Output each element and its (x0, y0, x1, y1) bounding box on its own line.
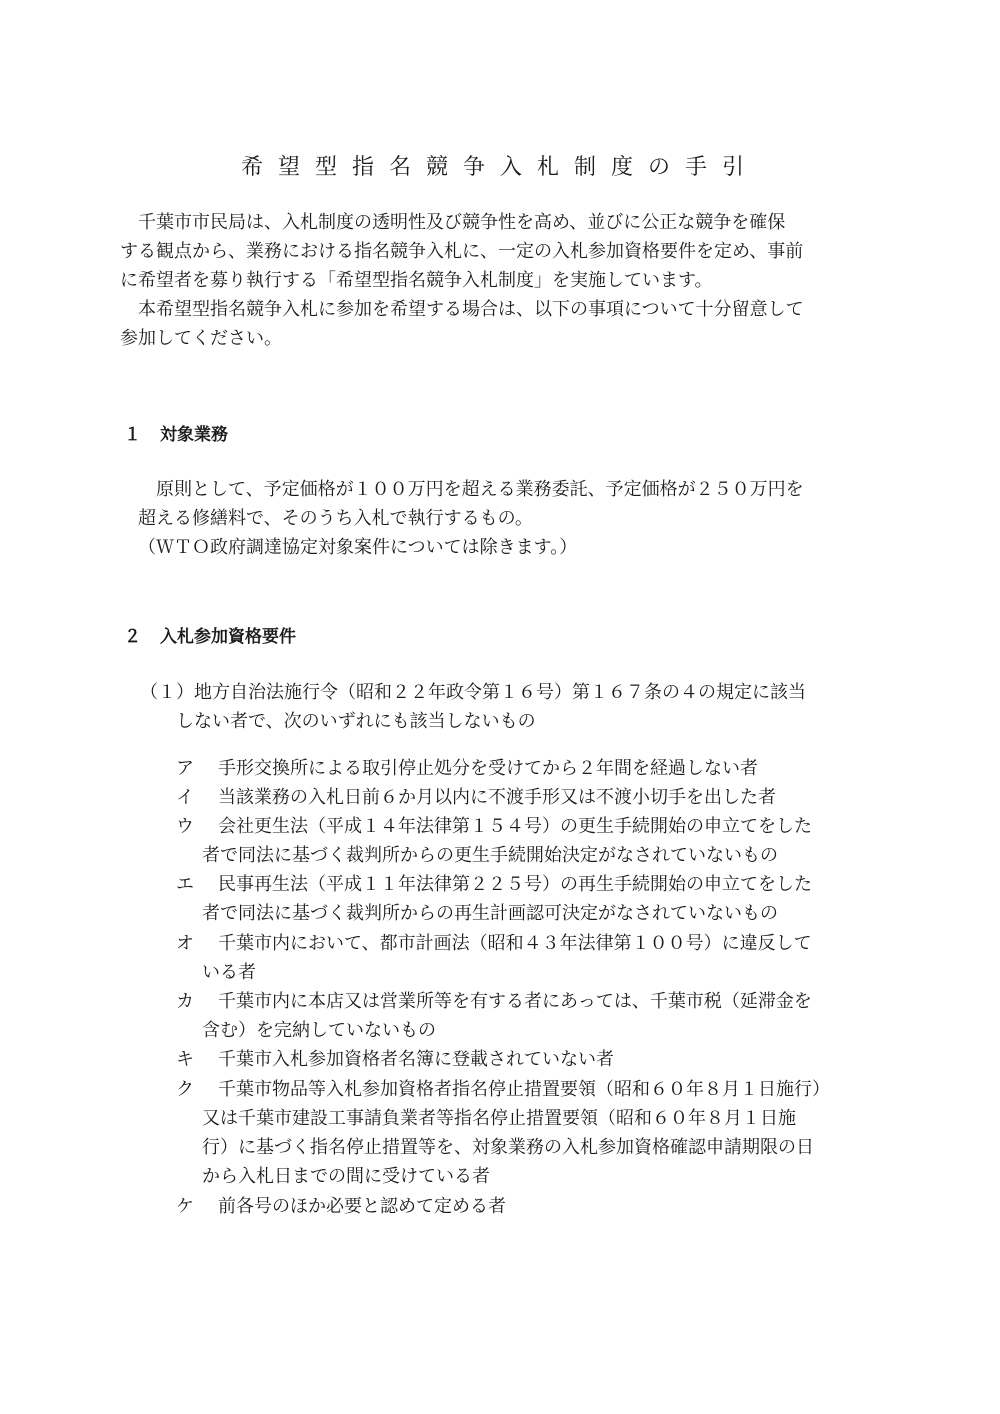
section-title: 対象業務 (160, 425, 228, 445)
text-line: （１）地方自治法施行令（昭和２２年政令第１６号）第１６７条の４の規定に該当 (140, 682, 806, 703)
item-text: 者で同法に基づく裁判所からの再生計画認可決定がなされていないもの (202, 903, 778, 924)
section-number: ２ (124, 627, 141, 647)
intro-paragraph-1 (120, 208, 803, 295)
item-key: ウ (176, 816, 194, 837)
list-item (176, 987, 812, 1045)
item-key: ア (176, 758, 194, 779)
intro-paragraph-2 (120, 295, 804, 353)
item-text: 前各号のほか必要と認めて定める者 (218, 1196, 506, 1217)
text-line: 千葉市市民局は、入札制度の透明性及び競争性を高め、並びに公正な競争を確保 (120, 212, 786, 233)
text-line: しない者で、次のいずれにも該当しないもの (140, 711, 536, 732)
item-text: 行）に基づく指名停止措置等を、対象業務の入札参加資格確認申請期限の日 (202, 1137, 814, 1158)
item-key: ク (176, 1079, 194, 1100)
list-item (176, 783, 776, 812)
item-text: 当該業務の入札日前６か月以内に不渡手形又は不渡小切手を出した者 (218, 787, 776, 808)
subsection-1 (140, 678, 806, 736)
list-item (176, 929, 812, 987)
text-line: する観点から、業務における指名競争入札に、一定の入札参加資格要件を定め、事前 (120, 241, 804, 262)
text-line: 参加してください。 (120, 328, 282, 349)
text-line: に希望者を募り執行する「希望型指名競争入札制度」を実施しています。 (120, 270, 713, 291)
item-text: 千葉市内に本店又は営業所等を有する者にあっては、千葉市税（延滞金を (218, 991, 812, 1012)
item-text: 手形交換所による取引停止処分を受けてから２年間を経過しない者 (218, 758, 758, 779)
item-text: から入札日までの間に受けている者 (202, 1166, 490, 1187)
item-text: 者で同法に基づく裁判所からの更生手続開始決定がなされていないもの (202, 845, 778, 866)
item-key: イ (176, 787, 194, 808)
text-line: 本希望型指名競争入札に参加を希望する場合は、以下の事項について十分留意して (120, 299, 804, 320)
document-title: 希望型指名競争入札制度の手引 (240, 155, 759, 180)
list-item (176, 870, 812, 928)
list-item (176, 1075, 830, 1191)
item-text: 千葉市入札参加資格者名簿に登載されていない者 (218, 1049, 614, 1070)
text-line: （ＷＴＯ政府調達協定対象案件については除きます。） (138, 537, 578, 558)
item-key: カ (176, 991, 194, 1012)
item-key: キ (176, 1049, 194, 1070)
list-item (176, 1192, 506, 1221)
section-2-heading (124, 622, 296, 647)
section-1-body (138, 475, 804, 562)
item-key: エ (176, 874, 194, 895)
section-number: １ (124, 425, 141, 445)
item-text: いる者 (202, 962, 256, 983)
item-text: 含む）を完納していないもの (202, 1020, 436, 1041)
item-text: 民事再生法（平成１１年法律第２２５号）の再生手続開始の申立てをした (218, 874, 812, 895)
text-line: 超える修繕料で、そのうち入札で執行するもの。 (138, 508, 533, 529)
section-1-heading (124, 420, 228, 445)
list-item (176, 754, 758, 783)
section-title: 入札参加資格要件 (160, 627, 296, 647)
item-key: オ (176, 933, 194, 954)
item-text: 会社更生法（平成１４年法律第１５４号）の更生手続開始の申立てをした (218, 816, 812, 837)
item-text: 又は千葉市建設工事請負業者等指名停止措置要領（昭和６０年８月１日施 (202, 1108, 796, 1129)
item-text: 千葉市内において、都市計画法（昭和４３年法律第１００号）に違反して (218, 933, 812, 954)
list-item (176, 812, 812, 870)
list-item (176, 1045, 614, 1074)
item-text: 千葉市物品等入札参加資格者指名停止措置要領（昭和６０年８月１日施行） (218, 1079, 830, 1100)
item-key: ケ (176, 1196, 194, 1217)
text-line: 原則として、予定価格が１００万円を超える業務委託、予定価格が２５０万円を (138, 479, 804, 500)
